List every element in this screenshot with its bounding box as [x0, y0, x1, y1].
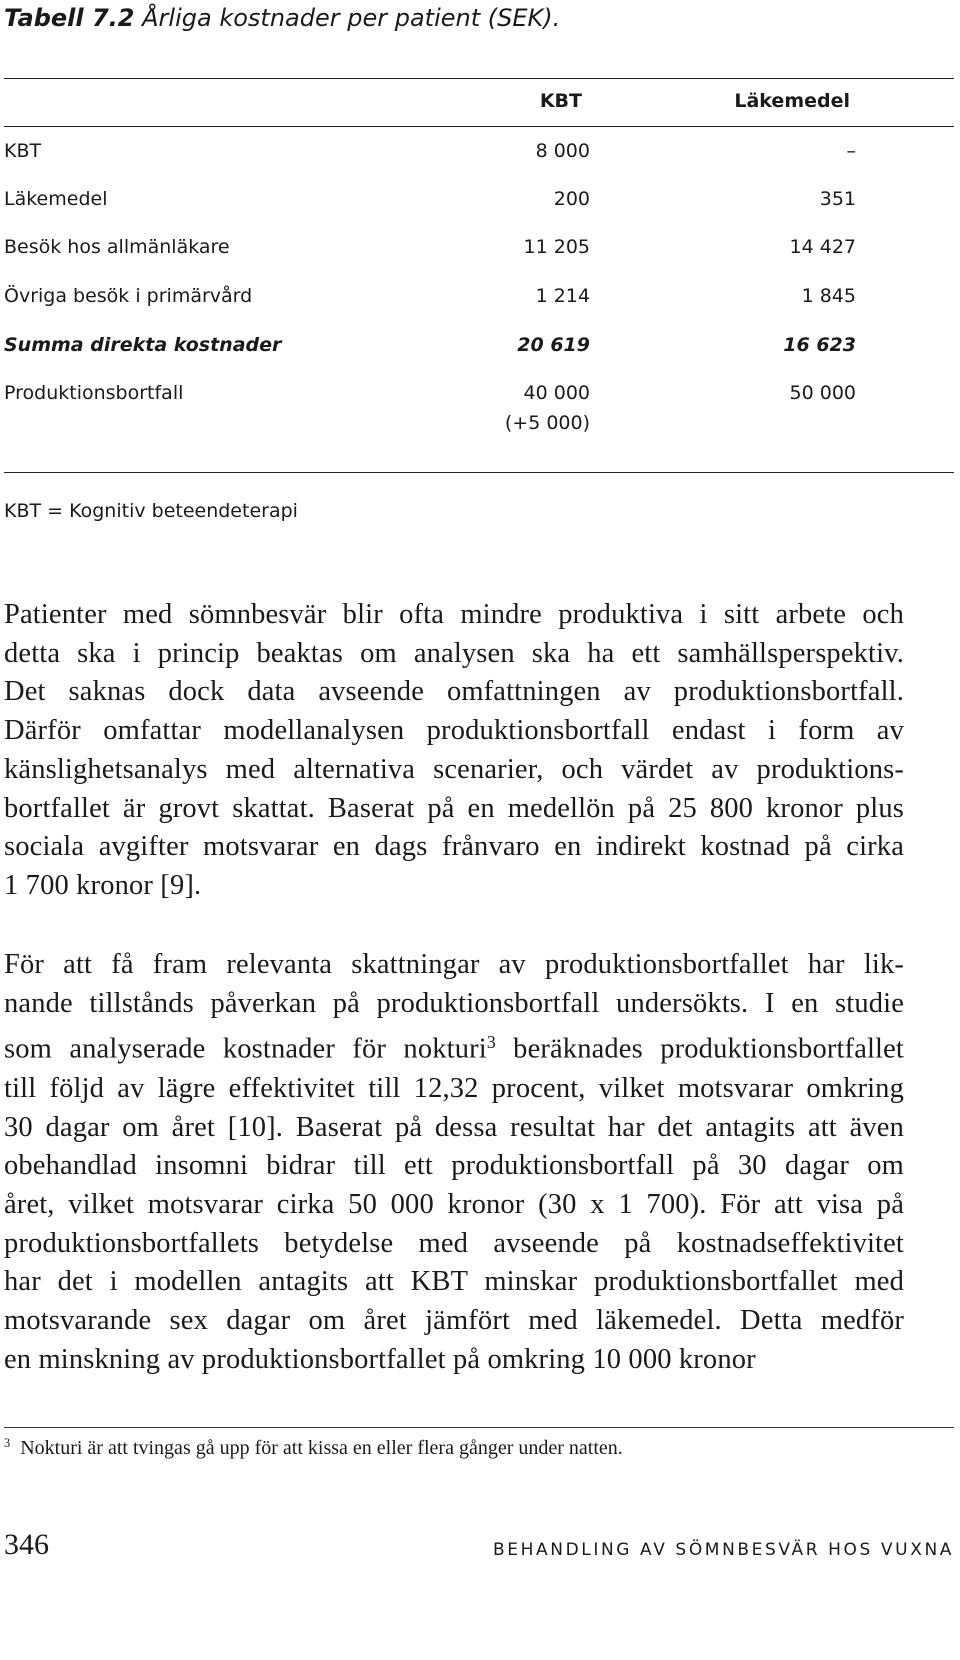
- table-total-row: [4, 334, 954, 364]
- row-label: KBT: [4, 140, 42, 162]
- body-paragraph-1: [4, 596, 904, 906]
- table-row: [4, 285, 954, 315]
- text-line: 1 700 kronor [9].: [4, 869, 202, 901]
- row-label: Besök hos allmänläkare: [4, 236, 230, 258]
- footnote: [4, 1436, 623, 1460]
- table-row: [4, 236, 954, 266]
- text-line: Patienter med sömnbesvär blir ofta mindre produktiva i sitt arbete och: [4, 599, 904, 630]
- cell-kbt: 40 000: [523, 382, 590, 404]
- footnote-marker: 3: [4, 1436, 11, 1450]
- column-header-lakemedel: Läkemedel: [734, 90, 850, 112]
- text-line: Det saknas dock data avseende omfattningen av produktionsbortfall.: [4, 676, 904, 708]
- table-row: [4, 382, 954, 434]
- text-line: sociala avgifter motsvarar en dags frånvaro en indirekt kostnad på cirka: [4, 831, 904, 863]
- row-label: Summa direkta kostnader: [4, 334, 282, 356]
- text-segment: som analyserade kostnader för nokturi: [4, 1034, 487, 1066]
- footnote-reference[interactable]: 3: [486, 1032, 496, 1053]
- text-line: För att få fram relevanta skattningar av produktionsbortfallet har lik-: [4, 949, 904, 980]
- column-header-kbt: KBT: [539, 90, 582, 112]
- row-label: Läkemedel: [4, 188, 108, 210]
- page-number: 346: [4, 1528, 49, 1561]
- text-line: Därför omfattar modellanalysen produktionsbortfall endast i form av: [4, 715, 904, 747]
- table-top-rule: [4, 78, 954, 79]
- text-line: detta ska i princip beaktas om analysen ska ha ett samhällsperspektiv.: [4, 637, 904, 669]
- text-line: obehandlad insomni bidrar till ett produktionsbortfall på 30 dagar om: [4, 1150, 904, 1182]
- cell-lakemedel: 1 845: [801, 285, 856, 307]
- text-line-with-footnote: [4, 1023, 904, 1069]
- text-line: en minskning av produktionsbortfallet på omkring 10 000 kronor: [4, 1343, 756, 1375]
- cell-lakemedel: 50 000: [789, 382, 856, 404]
- text-line: året, vilket motsvarar cirka 50 000 kronor (30 x 1 700). För att visa på: [4, 1188, 904, 1220]
- cell-kbt: 200: [553, 188, 590, 210]
- running-title: BEHANDLING AV SÖMNBESVÄR HOS VUXNA: [493, 1540, 954, 1560]
- text-line: produktionsbortfallets betydelse med avseende på kostnadseffektivitet: [4, 1227, 904, 1259]
- cell-kbt: 11 205: [523, 236, 590, 258]
- footnote-text: Nokturi är att tvingas gå upp för att kissa en eller flera gånger under natten.: [20, 1436, 623, 1459]
- cell-lakemedel: 14 427: [789, 236, 856, 258]
- footnote-divider: [4, 1427, 954, 1428]
- table-row: [4, 188, 954, 218]
- table-header-row: [4, 90, 954, 120]
- text-line: motsvarande sex dagar om året jämfört med läkemedel. Detta medför: [4, 1305, 904, 1337]
- body-paragraph-2: [4, 946, 904, 1379]
- text-line: känslighetsanalys med alternativa scenarier, och värdet av produktions-: [4, 753, 904, 785]
- table-abbreviation-note: KBT = Kognitiv beteendeterapi: [4, 500, 298, 522]
- text-line: till följd av lägre effektivitet till 12,32 procent, vilket motsvarar omkring: [4, 1072, 904, 1104]
- row-label: Produktionsbortfall: [4, 382, 184, 404]
- cell-lakemedel: –: [846, 140, 856, 162]
- table-header-rule: [4, 126, 954, 127]
- table-row: [4, 140, 954, 170]
- text-segment: beräknades produktionsbortfallet: [513, 1034, 904, 1066]
- cell-lakemedel: 16 623: [783, 334, 856, 356]
- row-label: Övriga besök i primärvård: [4, 285, 253, 307]
- text-line: har det i modellen antagits att KBT minskar produktionsbortfallet med: [4, 1266, 904, 1298]
- cell-kbt: 20 619: [517, 334, 590, 356]
- table-caption: [4, 4, 560, 32]
- table-caption-text: Årliga kostnader per patient (SEK).: [142, 4, 561, 32]
- text-line: bortfallet är grovt skattat. Baserat på en medellön på 25 800 kronor plus: [4, 792, 904, 824]
- text-line: 30 dagar om året [10]. Baserat på dessa resultat har det antagits att även: [4, 1111, 904, 1143]
- table-caption-number: Tabell 7.2: [4, 4, 135, 32]
- cell-kbt: 8 000: [535, 140, 590, 162]
- cell-kbt-extra: (+5 000): [504, 412, 590, 434]
- cell-kbt: 1 214: [535, 285, 590, 307]
- table-bottom-rule: [4, 472, 954, 473]
- text-line: nande tillstånds påverkan på produktionsbortfall undersökts. I en studie: [4, 987, 904, 1019]
- cell-lakemedel: 351: [819, 188, 856, 210]
